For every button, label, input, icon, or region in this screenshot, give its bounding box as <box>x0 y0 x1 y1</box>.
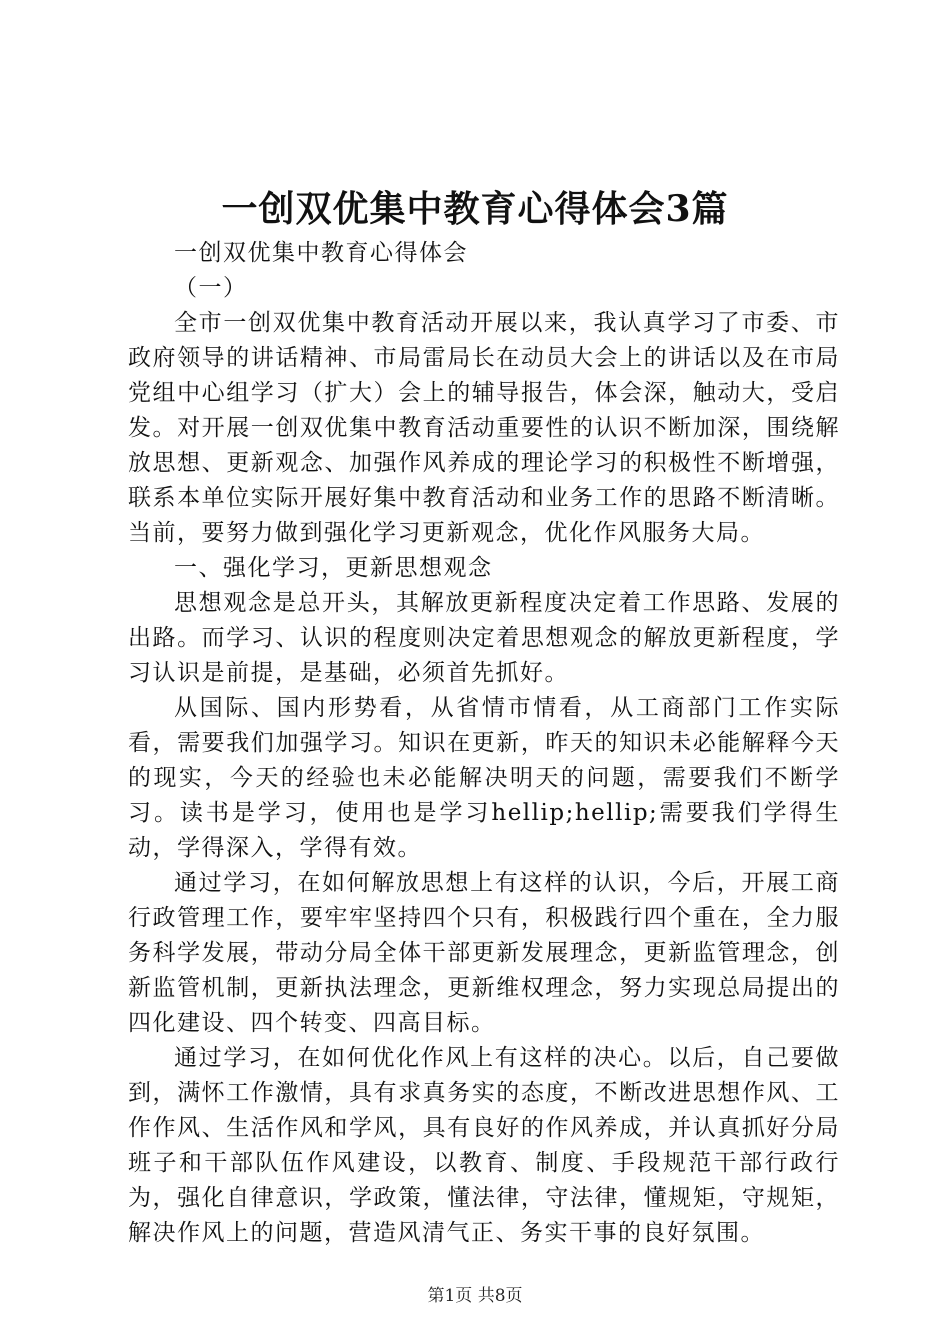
body-paragraph: 通过学习，在如何优化作风上有这样的决心。以后，自己要做到，满怀工作激情，具有求真务实的态度，不断改进思想作风、工作作风、生活作风和学风，具有良好的作风养成，并认真抓好分局班子和干部队伍作风建设，以教育、制度、手段规范干部行政行为，强化自律意识，学政策，懂法律，守法律，懂规矩，守规矩，解决作风上的问题，营造风清气正、务实干事的良好氛围。 <box>128 1045 840 1246</box>
body-paragraph: 通过学习，在如何解放思想上有这样的认识，今后，开展工商行政管理工作，要牢牢坚持四个只有，积极践行四个重在，全力服务科学发展，带动分局全体干部更新发展理念，更新监管理念，创新监管机制，更新执法理念，更新维权理念，努力实现总局提出的四化建设、四个转变、四高目标。 <box>128 870 840 1036</box>
body-paragraph: 从国际、国内形势看，从省情市情看，从工商部门工作实际看，需要我们加强学习。知识在更新，昨天的知识未必能解释今天的现实，今天的经验也未必能解决明天的问题，需要我们不断学习。读书是学习，使用也是学习hellip;hellip;需要我们学得生动，学得深入，学得有效。 <box>128 695 840 861</box>
part-label: （一） <box>174 275 248 301</box>
document-subtitle: 一创双优集中教育心得体会 <box>174 240 468 266</box>
document-body <box>128 236 840 1251</box>
body-paragraph: 思想观念是总开头，其解放更新程度决定着工作思路、发展的出路。而学习、认识的程度则决定着思想观念的解放更新程度，学习认识是前提，是基础，必须首先抓好。 <box>128 590 840 686</box>
section-heading: 一、强化学习，更新思想观念 <box>174 555 493 581</box>
page-footer: 第1页 共8页 <box>427 1286 523 1306</box>
body-paragraph: 全市一创双优集中教育活动开展以来，我认真学习了市委、市政府领导的讲话精神、市局雷局长在动员大会上的讲话以及在市局党组中心组学习（扩大）会上的辅导报告，体会深，触动大，受启发。对开展一创双优集中教育活动重要性的认识不断加深，围绕解放思想、更新观念、加强作风养成的理论学习的积极性不断增强，联系本单位实际开展好集中教育活动和业务工作的思路不断清晰。当前，要努力做到强化学习更新观念，优化作风服务大局。 <box>128 310 840 546</box>
document-title: 一创双优集中教育心得体会3篇 <box>221 188 729 230</box>
